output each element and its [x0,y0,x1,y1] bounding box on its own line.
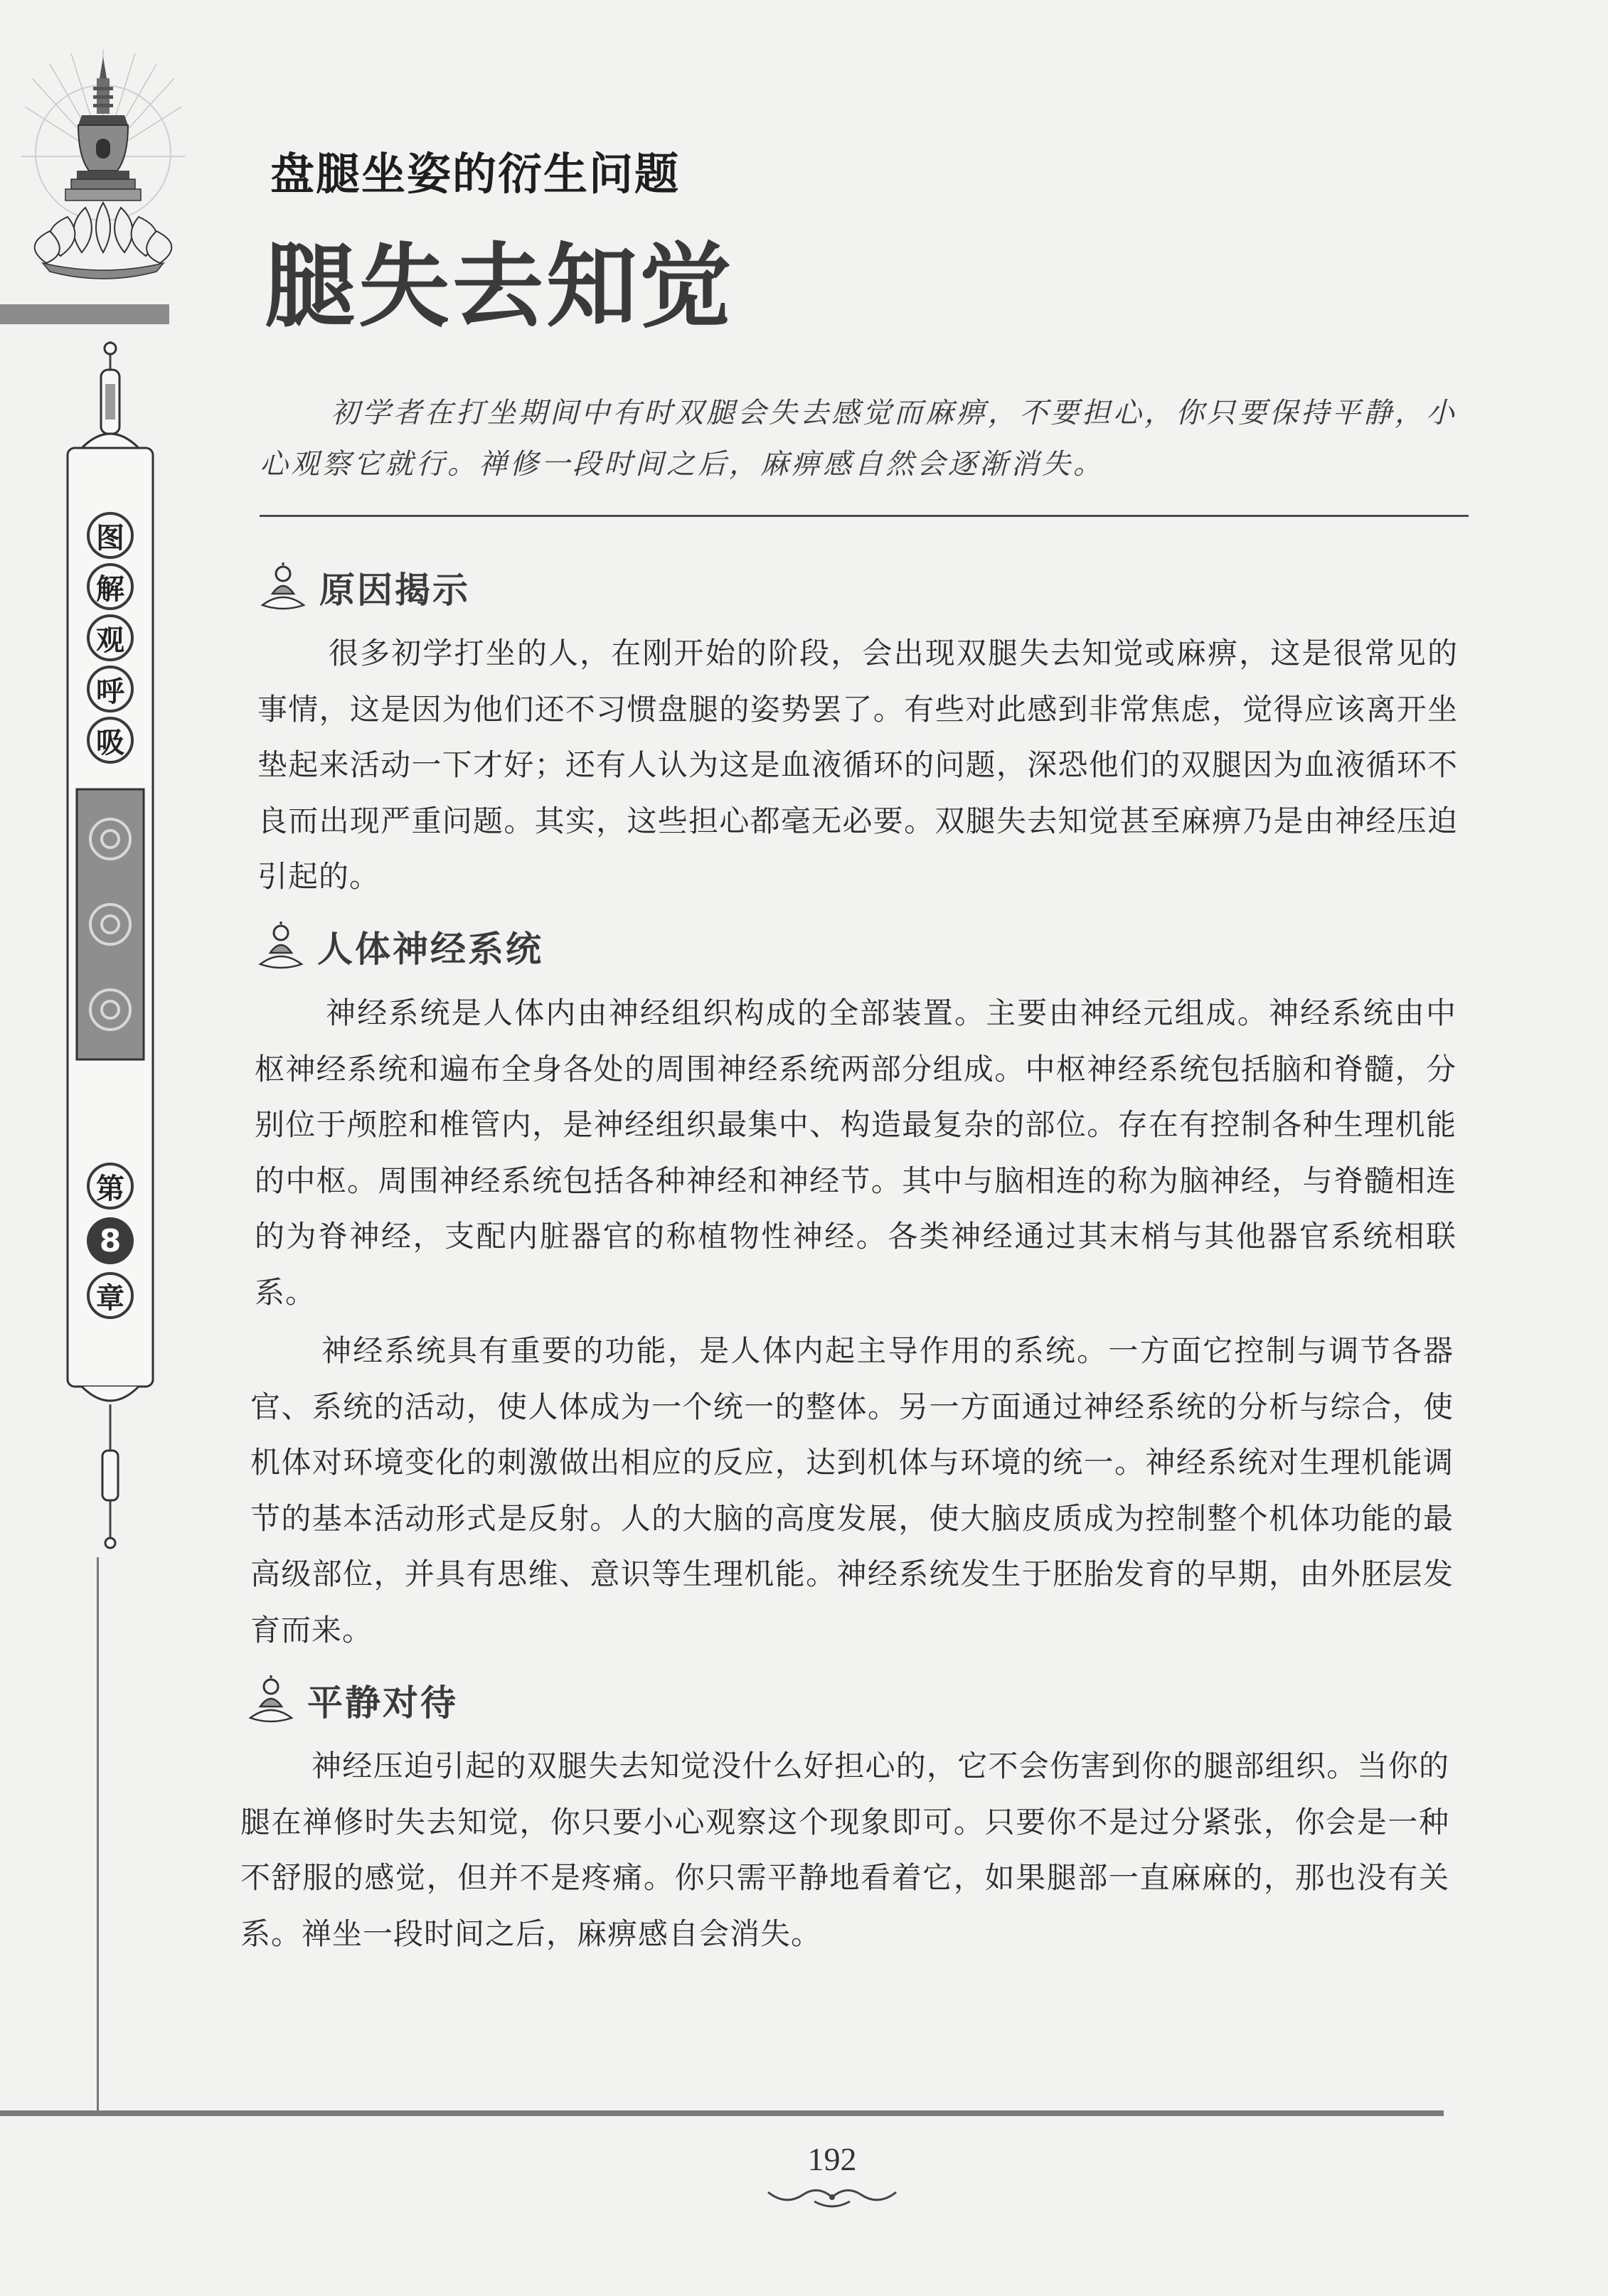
stupa-lotus-emblem [21,50,185,292]
section-heading [260,562,470,613]
section-paragraph: 神经压迫引起的双腿失去知觉没什么好担心的，它不会伤害到你的腿部组织。当你的腿在禅修时失去知觉，你只要小心观察这个现象即可。只要你不是过分紧张，你会是一种不舒服的感觉，但并不是疼痛。你只需平静地看着它，如果腿部一直麻麻的，那也没有关系。禅坐一段时间之后，麻痹感自会消失。 [240,1748,1449,1951]
sidebar-book-title-char: 观 [87,614,134,661]
meditating-figure-icon [260,562,307,612]
section-heading-label: 原因揭示 [319,569,470,611]
section-paragraph: 神经系统具有重要的功能，是人体内起主导作用的系统。一方面它控制与调节各器官、系统的活动，使人体成为一个统一的整体。另一方面通过神经系统的分析与综合，使机体对环境变化的刺激做出相应的反应，达到机体与环境的统一。神经系统对生理机能调节的基本活动形式是反射。人的大脑的高度发展，使大脑皮质成为控制整个机体功能的最高级部位，并具有思维、意识等生理机能。神经系统发生于胚胎发育的早期，由外胚层发育而来。 [250,1333,1454,1648]
page-title: 腿失去知觉 [265,233,735,340]
footer-rule [0,2110,1444,2116]
meditating-figure-icon [257,922,304,971]
section-heading [247,1675,458,1726]
sidebar-book-title-char: 吸 [87,717,134,764]
section-paragraph: 很多初学打坐的人，在刚开始的阶段，会出现双腿失去知觉或麻痹，这是很常见的事情，这是因为他们还不习惯盘腿的姿势罢了。有些对此感到非常焦虑，觉得应该离开坐垫起来活动一下才好；还有人认为这是血液循环的问题，深恐他们的双腿因为血液循环不良而出现严重问题。其实，这些担心都毫无必要。双腿失去知觉甚至麻痹乃是由神经压迫引起的。 [257,636,1458,894]
section-heading-label: 平静对待 [307,1682,458,1724]
chapter-number: 8 [87,1217,134,1264]
sidebar-book-title-char: 图 [87,512,134,559]
sidebar-book-title-char: 解 [87,563,134,610]
page-number: 192 [807,2141,857,2177]
footer-ornament-icon [765,2182,900,2210]
meditating-figure-icon [247,1675,294,1725]
intro-text: 初学者在打坐期间中有时双腿会失去感觉而麻痹，不要担心，你只要保持平静，小心观察它就行。禅修一段时间之后，麻痹感自然会逐渐消失。 [260,397,1457,481]
sidebar-rule [97,1557,99,2112]
section-heading-label: 人体神经系统 [317,928,543,970]
sidebar-book-title-char: 呼 [87,666,134,712]
intro-divider [260,515,1469,517]
section-heading [257,921,543,972]
chapter-suffix: 章 [87,1272,134,1319]
header-band [0,304,169,324]
page-subtitle: 盘腿坐姿的衍生问题 [270,148,681,200]
section-paragraph: 神经系统是人体内由神经组织构成的全部装置。主要由神经元组成。神经系统由中枢神经系统和遍布全身各处的周围神经系统两部分组成。中枢神经系统包括脑和脊髓，分别位于颅腔和椎管内，是神经组织最集中、构造最复杂的部位。存在有控制各种生理机能的中枢。周围神经系统包括各种神经和神经节。其中与脑相连的称为脑神经，与脊髓相连的为脊神经，支配内脏器官的称植物性神经。各类神经通过其末梢与其他器官系统相联系。 [255,995,1457,1310]
chapter-prefix: 第 [87,1163,134,1210]
